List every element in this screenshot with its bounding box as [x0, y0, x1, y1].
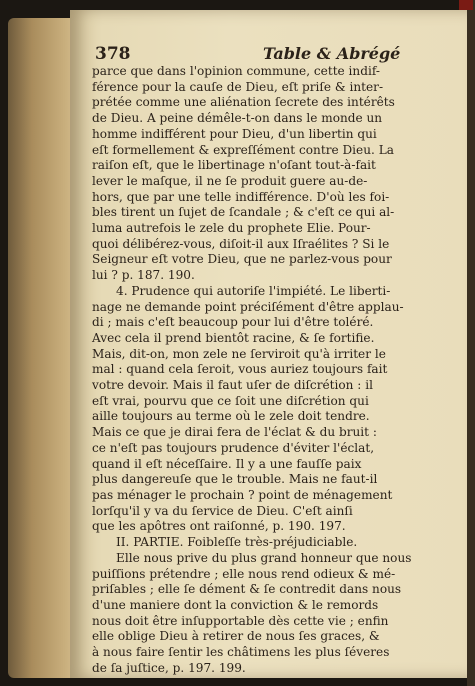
page-body-text: [92, 64, 448, 676]
text-line: elle oblige Dieu à retirer de nous ſes graces, &: [92, 629, 380, 644]
running-title: Table & Abrégé: [263, 44, 401, 63]
text-line: prétée comme une aliénation ſecrete des intérêts: [92, 95, 395, 110]
text-line: homme indifférent pour Dieu, d'un libertin qui: [92, 126, 377, 141]
text-line: 4. Prudence qui autoriſe l'impiété. Le liberti-: [116, 283, 391, 298]
text-line: lorſqu'il y va du ſervice de Dieu. C'eſt ainſi: [92, 503, 353, 518]
text-line: Seigneur eſt votre Dieu, que ne parlez-vous pour: [92, 252, 392, 267]
text-line: Mais ce que je dirai fera de l'éclat & du bruit :: [92, 425, 377, 440]
book-cover-edge: [467, 0, 475, 686]
text-line: plus dangereuſe que le trouble. Mais ne faut-il: [92, 472, 378, 487]
text-line: de Dieu. A peine démêle-t-on dans le monde un: [92, 111, 383, 126]
text-line: raiſon eſt, que le libertinage n'oſant tout-à-fait: [92, 158, 376, 173]
page-number: 378: [95, 44, 131, 64]
text-line: lui ? p. 187. 190.: [92, 268, 195, 283]
text-line: lever le maſque, il ne ſe produit guere au-de-: [92, 173, 368, 188]
text-line: priſables ; elle ſe dément & ſe contredit dans nous: [92, 582, 402, 597]
text-line: Elle nous prive du plus grand honneur que nous: [116, 550, 412, 565]
text-line: ce n'eſt pas toujours prudence d'éviter l'éclat,: [92, 440, 375, 455]
text-line: de ſa juſtice, p. 197. 199.: [92, 660, 246, 675]
text-line: férence pour la cauſe de Dieu, eſt priſe & inter-: [92, 79, 384, 94]
text-line: quoi délibérez-vous, diſoit-il aux Iſraélites ? Si le: [92, 236, 390, 251]
text-line: nage ne demande point préciſément d'être applau-: [92, 299, 404, 314]
text-line: quand il eſt néceſſaire. Il y a une fauſſe paix: [92, 456, 362, 471]
text-line: bles tirent un ſujet de ſcandale ; & c'eſt ce qui al-: [92, 205, 395, 220]
text-line: Mais, dit-on, mon zele ne ſerviroit qu'à irriter le: [92, 346, 386, 361]
text-line: d'une maniere dont la conviction & le remords: [92, 597, 379, 612]
text-line: votre devoir. Mais il faut uſer de diſcrétion : il: [92, 378, 373, 393]
text-line: II. PARTIE. Foibleſſe très-préjudiciable.: [116, 535, 358, 550]
text-line: hors, que par une telle indifférence. D'où les foi-: [92, 189, 390, 204]
text-line: Avec cela il prend bientôt racine, & ſe fortifie.: [92, 330, 375, 345]
text-line: mal : quand cela ſeroit, vous auriez toujours fait: [92, 362, 388, 377]
text-line: eſt formellement & expreſſément contre Dieu. La: [92, 142, 394, 157]
bookmark-ribbon: [459, 0, 473, 10]
text-line: nous doit être inſupportable dès cette vie ; enfin: [92, 613, 389, 628]
text-line: à nous faire ſentir les châtimens les plus ſéveres: [92, 645, 390, 660]
text-line: aille toujours au terme où le zele doit tendre.: [92, 409, 370, 424]
text-line: di ; mais c'eſt beaucoup pour lui d'être toléré.: [92, 315, 374, 330]
text-line: pas ménager le prochain ? point de ménagement: [92, 487, 393, 502]
text-line: puiſſions prétendre ; elle nous rend odieux & mé-: [92, 566, 396, 581]
text-line: que les apôtres ont raiſonné, p. 190. 197.: [92, 519, 346, 534]
text-line: eſt vrai, pourvu que ce ſoit une diſcrétion qui: [92, 393, 369, 408]
text-line: parce que dans l'opinion commune, cette indif-: [92, 64, 380, 78]
text-line: luma autrefois le zele du prophete Elie. Pour-: [92, 221, 371, 236]
